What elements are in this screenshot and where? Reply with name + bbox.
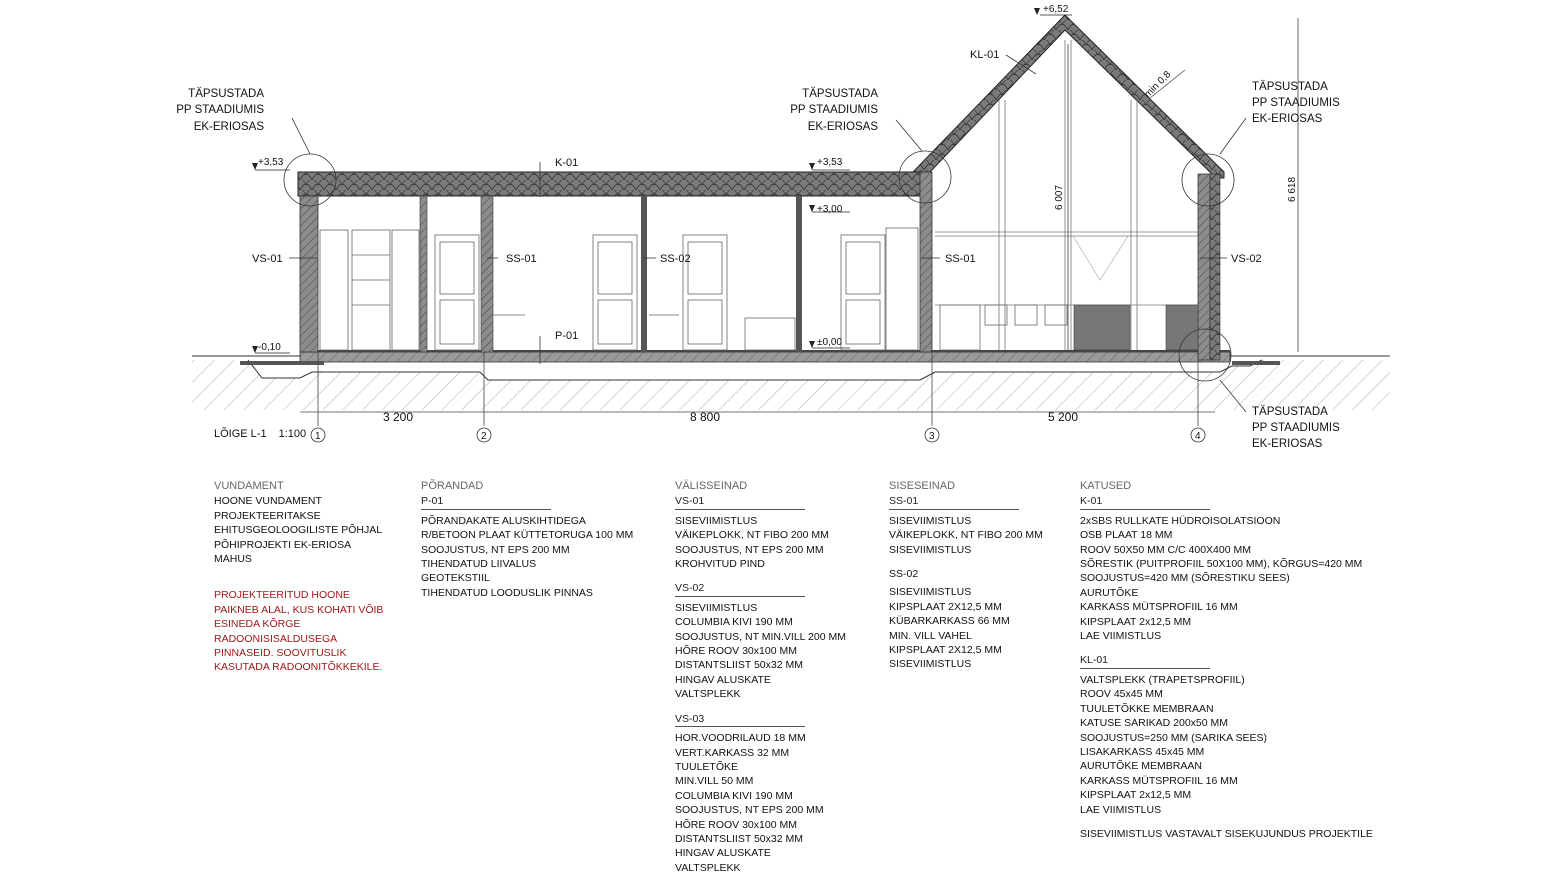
- notes-siseseinad: SISESEINAD SS-01 SISEVIIMISTLUS VÄIKEPLOKK, NT FIBO 200 MM SISEVIIMISTLUS SS-02 SISEVIIMISTLUS KIPSPLAAT 2X12,5 MM KÜBARKARKASS 66 MM MIN. VILL VAHEL KIPSPLAAT 2X12,5 MM SISEVIIMISTLUS: [889, 480, 1043, 671]
- heading-katused: KATUSED: [1080, 480, 1132, 492]
- svg-text:EK-ERIOSAS: EK-ERIOSAS: [1252, 438, 1323, 450]
- svg-text:PP STAADIUMIS: PP STAADIUMIS: [1252, 97, 1340, 109]
- code-vs03: VS-03: [675, 712, 805, 727]
- heading-vundament: VUNDAMENT: [214, 480, 284, 492]
- heading-porandad: PÕRANDAD: [421, 480, 484, 492]
- dim-3200: 3 200: [383, 410, 414, 424]
- code-p01: P-01: [421, 494, 551, 509]
- callout-left: [176, 88, 264, 133]
- axis-bubbles: [311, 428, 1205, 442]
- svg-text:EK-ERIOSAS: EK-ERIOSAS: [807, 121, 878, 133]
- callout-right-top: [1252, 81, 1340, 125]
- section-title: LÕIGE L-1: [214, 428, 267, 440]
- svg-text:PP STAADIUMIS: PP STAADIUMIS: [790, 104, 878, 116]
- dim-height-inner: 6 007: [1054, 184, 1065, 210]
- level-ridge: +6,52: [1043, 4, 1069, 15]
- heading-valisseinad: VÄLISSEINAD: [675, 480, 748, 492]
- axis-4: 4: [1195, 431, 1201, 442]
- notes-katused: KATUSED K-01 2xSBS RULLKATE HÜDROISOLATSIOON OSB PLAAT 18 MM ROOV 50X50 MM C/C 400X400 MM SÕRESTIK (PUITPROFIIL 50X100 MM), KÕRGUS=420 MM SOOJUSTUS=420 MM (SÕRESTIKU SEES) AURUTÕKE KARKASS MÜTSPROFIIL 16 MM KIPSPLAAT 2x12,5 MM LAE VIIMISTLUS KL-01 VALTSPLEKK (TRAPETSPROFIIL) ROOV 45x45 MM TUULETÕKKE MEMBRAAN KATUSE SARIKAD 200x50 MM SOOJUSTUS=250 MM (SARIKA SEES) LISAKARKASS 45x45 MM AURUTÕKE MEMBRAAN KARKASS MÜTSPROFIIL 16 MM KIPSPLAAT 2x12,5 MM LAE VIIMISTLUS SISEVIIMISTLUS VASTAVALT SISEKUJUNDUS PROJEKTILE: [1080, 480, 1373, 840]
- callout-mid: [790, 88, 878, 133]
- dim-height-total: 6 618: [1287, 176, 1298, 202]
- code-k01: K-01: [1080, 494, 1210, 509]
- code-kl01: KL-01: [1080, 653, 1210, 668]
- svg-text:PP STAADIUMIS: PP STAADIUMIS: [176, 104, 264, 116]
- interior-elements: [320, 228, 1067, 350]
- axis-3: 3: [929, 431, 935, 442]
- code-ss02: SS-02: [889, 568, 919, 581]
- dim-8800: 8 800: [690, 410, 721, 424]
- flat-roof: [298, 172, 930, 196]
- notes-valisseinad: VÄLISSEINAD VS-01 SISEVIIMISTLUS VÄIKEPLOKK, NT FIBO 200 MM SOOJUSTUS, NT EPS 200 MM KROHVITUD PIND VS-02 SISEVIIMISTLUS COLUMBIA KIVI 190 MM SOOJUSTUS, NT MIN.VILL 200 MM HÕRE ROOV 30x100 MM DISTANTSLIIST 50x32 MM HINGAV ALUSKATE VALTSPLEKK VS-03 HOR.VOODRILAUD 18 MM VERT.KARKASS 32 MM TUULETÕKE MIN.VILL 50 MM COLUMBIA KIVI 190 MM SOOJUSTUS, NT EPS 200 MM HÕRE ROOV 30x100 MM DISTANTSLIIST 50x32 MM HINGAV ALUSKATE VALTSPLEKK: [675, 480, 846, 874]
- tag-p01: P-01: [555, 330, 579, 342]
- kitchen-island: [1074, 305, 1130, 350]
- svg-text:EK-ERIOSAS: EK-ERIOSAS: [1252, 113, 1323, 125]
- tag-ss01-b: SS-01: [945, 253, 976, 265]
- svg-text:TÄPSUSTADA: TÄPSUSTADA: [1252, 406, 1328, 418]
- heading-siseseinad: SISESEINAD: [889, 480, 956, 492]
- svg-text:PP STAADIUMIS: PP STAADIUMIS: [1252, 422, 1340, 434]
- code-vs02: VS-02: [675, 581, 805, 596]
- level-roof-right: +3,53: [817, 157, 843, 168]
- notes-porandad: PÕRANDAD P-01 PÕRANDAKATE ALUSKIHTIDEGA R/BETOON PLAAT KÜTTETORUGA 100 MM SOOJUSTUS, NT EPS 200 MM TIHENDATUD LIIVALUS GEOTEKSTIIL TIHENDATUD LOODUSLIK PINNAS: [421, 480, 634, 599]
- level-ceiling: +3,00: [817, 204, 843, 215]
- axis-2: 2: [481, 431, 487, 442]
- notes-vundament: VUNDAMENT HOONE VUNDAMENT PROJEKTEERITAKSE EHITUSGEOLOOGILISTE PÕHJAL PÕHIPROJEKTI EK-ERIOSA MAHUS PROJEKTEERITUD HOONE PAIKNEB ALAL, KUS KOHATI VÕIB ESINEDA KÕRGE RADOONISISALDUSEGA PINNASEID. SOOVITUSLIK KASUTADA RADOONITÕKKEKILE.: [214, 480, 384, 674]
- code-vs01: VS-01: [675, 494, 805, 509]
- svg-text:TÄPSUSTADA: TÄPSUSTADA: [802, 88, 878, 100]
- svg-text:TÄPSUSTADA: TÄPSUSTADA: [188, 88, 264, 100]
- level-roof-left: +3,53: [258, 157, 284, 168]
- tag-vs02: VS-02: [1231, 253, 1262, 265]
- tag-k01: K-01: [555, 157, 579, 169]
- ground-soil: [192, 356, 1390, 410]
- gable-roof: [913, 15, 1224, 178]
- floor-slab: [240, 350, 1280, 365]
- axis-1: 1: [315, 431, 321, 442]
- svg-text:TÄPSUSTADA: TÄPSUSTADA: [1252, 81, 1328, 93]
- level-floor: ±0,00: [817, 337, 842, 348]
- katused-footer: SISEVIIMISTLUS VASTAVALT SISEKUJUNDUS PROJEKTILE: [1080, 827, 1373, 840]
- tag-vs01: VS-01: [252, 253, 283, 265]
- tag-kl01: KL-01: [970, 49, 1000, 61]
- svg-text:EK-ERIOSAS: EK-ERIOSAS: [193, 121, 264, 133]
- dim-5200: 5 200: [1048, 410, 1079, 424]
- code-ss01: SS-01: [889, 494, 1019, 509]
- callout-right-bottom: [1252, 406, 1340, 450]
- section-scale: 1:100: [278, 428, 307, 440]
- level-ground: -0,10: [258, 342, 281, 353]
- tag-min: min 0,8: [1142, 69, 1174, 101]
- tag-ss02: SS-02: [660, 253, 691, 265]
- tag-ss01-a: SS-01: [506, 253, 537, 265]
- radon-warning: PROJEKTEERITUD HOONE PAIKNEB ALAL, KUS KOHATI VÕIB ESINEDA KÕRGE RADOONISISALDUSEGA PINNASEID. SOOVITUSLIK KASUTADA RADOONITÕKKEKILE.: [214, 589, 384, 674]
